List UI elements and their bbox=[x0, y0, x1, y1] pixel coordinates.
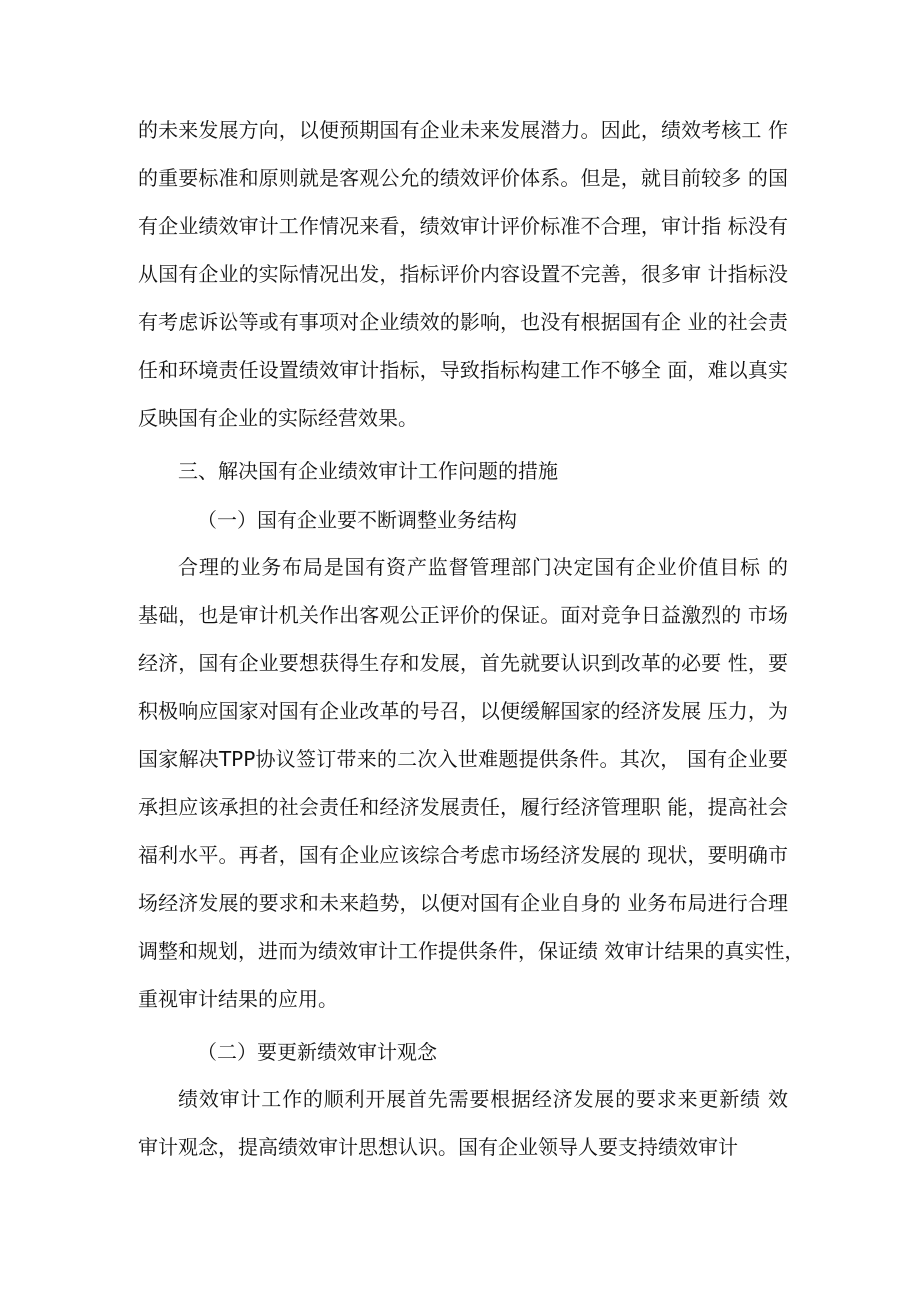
paragraph-line: 经济，国有企业要想获得生存和发展，首先就要认识到改革的必要 性，要 bbox=[138, 651, 788, 675]
paragraph-line: 场经济发展的要求和未来趋势，以便对国有企业自身的 业务布局进行合理 bbox=[138, 891, 788, 915]
subsection-heading: （一）国有企业要不断调整业务结构 bbox=[197, 508, 517, 532]
paragraph-line: 调整和规划，进而为绩效审计工作提供条件，保证绩 效审计结果的真实性， bbox=[138, 939, 805, 963]
paragraph-line: 国家解决TPP协议签订带来的二次入世难题提供条件。其次， 国有企业要 bbox=[138, 747, 788, 771]
section-heading: 三、解决国有企业绩效审计工作问题的措施 bbox=[178, 459, 558, 483]
subsection-heading: （二）要更新绩效审计观念 bbox=[197, 1040, 437, 1064]
paragraph-line: 福利水平。再者，国有企业应该综合考虑市场经济发展的 现状，要明确市 bbox=[138, 843, 788, 867]
paragraph-line: 合理的业务布局是国有资产监督管理部门决定国有企业价值目标 的 bbox=[178, 555, 788, 579]
paragraph-line: 绩效审计工作的顺利开展首先需要根据经济发展的要求来更新绩 效 bbox=[178, 1087, 788, 1111]
paragraph-line: 积极响应国家对国有企业改革的号召，以便缓解国家的经济发展 压力，为 bbox=[138, 699, 788, 723]
paragraph-line: 有企业绩效审计工作情况来看，绩效审计评价标准不合理，审计指 标没有 bbox=[138, 214, 788, 238]
paragraph-line: 承担应该承担的社会责任和经济发展责任，履行经济管理职 能，提高社会 bbox=[138, 795, 788, 819]
paragraph-line: 反映国有企业的实际经营效果。 bbox=[138, 406, 418, 430]
paragraph-line: 从国有企业的实际情况出发，指标评价内容设置不完善，很多审 计指标没 bbox=[138, 262, 788, 286]
paragraph-line: 审计观念，提高绩效审计思想认识。国有企业领导人要支持绩效审计 bbox=[138, 1135, 738, 1159]
paragraph-line: 的未来发展方向，以便预期国有企业未来发展潜力。因此，绩效考核工 作 bbox=[138, 118, 788, 142]
paragraph-line: 重视审计结果的应用。 bbox=[138, 987, 338, 1011]
paragraph-line: 的重要标准和原则就是客观公允的绩效评价体系。但是，就目前较多 的国 bbox=[138, 166, 788, 190]
paragraph-line: 有考虑诉讼等或有事项对企业绩效的影响，也没有根据国有企 业的社会责 bbox=[138, 310, 788, 334]
paragraph-line: 基础，也是审计机关作出客观公正评价的保证。面对竞争日益激烈的 市场 bbox=[138, 603, 788, 627]
paragraph-line: 任和环境责任设置绩效审计指标，导致指标构建工作不够全 面，难以真实 bbox=[138, 358, 788, 382]
